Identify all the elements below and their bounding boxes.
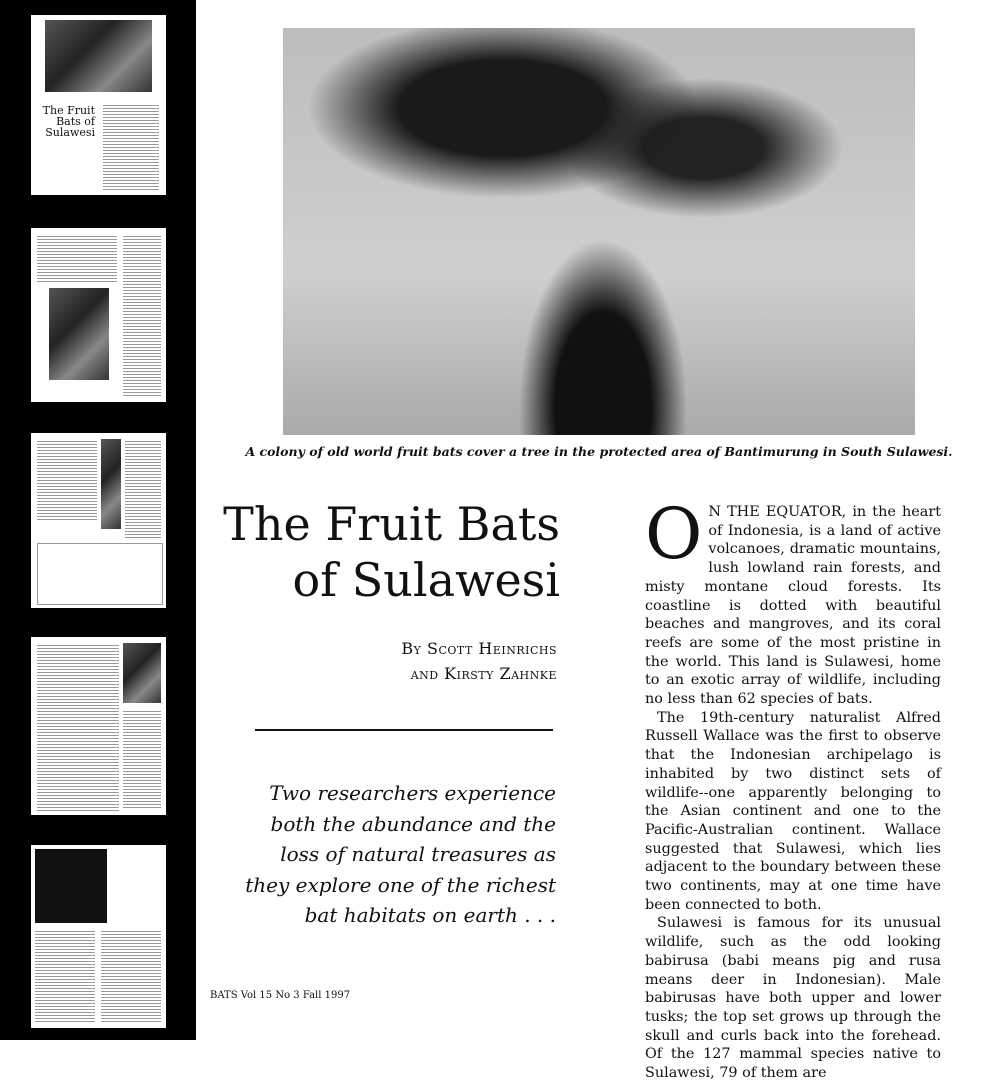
page-thumbnail-5[interactable] xyxy=(31,845,166,1028)
thumbnail-text xyxy=(123,709,161,809)
paragraph: Sulawesi is famous for its unusual wildlife, such as the odd looking babirusa (babi means pig and rusa means deer in Indonesian). Male babirusas have both upper and lower tusks; the top set grows up through the skull and curls back into the forehead. Of the 127 mammal species native to Sulawesi, 79 of them are xyxy=(645,915,941,1082)
byline-line-2: and Kirsty Zahnke xyxy=(410,664,557,683)
byline-line-1: By Scott Heinrichs xyxy=(401,639,557,658)
thumbnail-text xyxy=(37,234,117,282)
fruit-bat-colony-photo xyxy=(283,28,915,435)
title-line-2: of Sulawesi xyxy=(292,553,560,607)
thumbnail-title: The Fruit Bats of Sulawesi xyxy=(42,104,95,139)
thumbnail-text xyxy=(103,103,159,191)
thumbnail-text xyxy=(37,439,97,521)
thumbnail-text xyxy=(123,234,161,398)
title-line-1: The Fruit Bats xyxy=(223,497,560,551)
thumbnail-photo xyxy=(45,20,152,92)
thumbnail-photo xyxy=(101,439,121,529)
article-deck: Two researchers experience both the abundance and the loss of natural treasures as they explore one of the richest bat habitats on earth . . . xyxy=(245,781,556,927)
paragraph xyxy=(645,493,941,709)
byline xyxy=(300,636,557,686)
page-thumbnail-3[interactable] xyxy=(31,433,166,608)
thumbnail-text xyxy=(125,439,161,539)
thumbnail-photo xyxy=(123,643,161,703)
article-body xyxy=(645,493,941,1083)
lead-caps: N THE EQUATOR, xyxy=(708,504,847,520)
issue-footer: BATS Vol 15 No 3 Fall 1997 xyxy=(210,990,351,1001)
thumbnail-map xyxy=(37,543,163,605)
divider xyxy=(255,729,553,731)
photo-caption: A colony of old world fruit bats cover a tree in the protected area of Bantimurung in South Sulawesi. xyxy=(245,444,953,459)
paragraph-text: in the heart of Indonesia, is a land of active volcanoes, dramatic mountains, lush lowland rain forests, and misty montane cloud forests. Its coastline is dotted with beautiful beaches and mangroves, and its coral reefs are some of the most pristine in the world. This land is Sulawesi, home to an exotic array of wildlife, including no less than 62 species of bats. xyxy=(645,504,941,708)
thumbnail-text xyxy=(35,929,95,1024)
drop-cap: O xyxy=(645,493,703,575)
thumbnail-photo xyxy=(49,288,109,380)
paragraph: The 19th-century naturalist Alfred Russell Wallace was the first to observe that the Indonesian archipelago is inhabited by two distinct sets of wildlife--one apparently belonging to the Asian continent and one to the Pacific-Australian continent. Wallace suggested that Sulawesi, which lies adjacent to the boundary between these two continents, may at one time have been connected to both. xyxy=(645,709,941,913)
page-thumbnail-sidebar xyxy=(0,0,196,1040)
page-thumbnail-4[interactable] xyxy=(31,637,166,815)
article-title xyxy=(220,496,560,608)
page-thumbnail-1[interactable] xyxy=(31,15,166,195)
thumbnail-text xyxy=(101,929,161,1024)
page-thumbnail-2[interactable] xyxy=(31,228,166,402)
thumbnail-text xyxy=(37,643,119,811)
thumbnail-photo xyxy=(35,849,107,923)
